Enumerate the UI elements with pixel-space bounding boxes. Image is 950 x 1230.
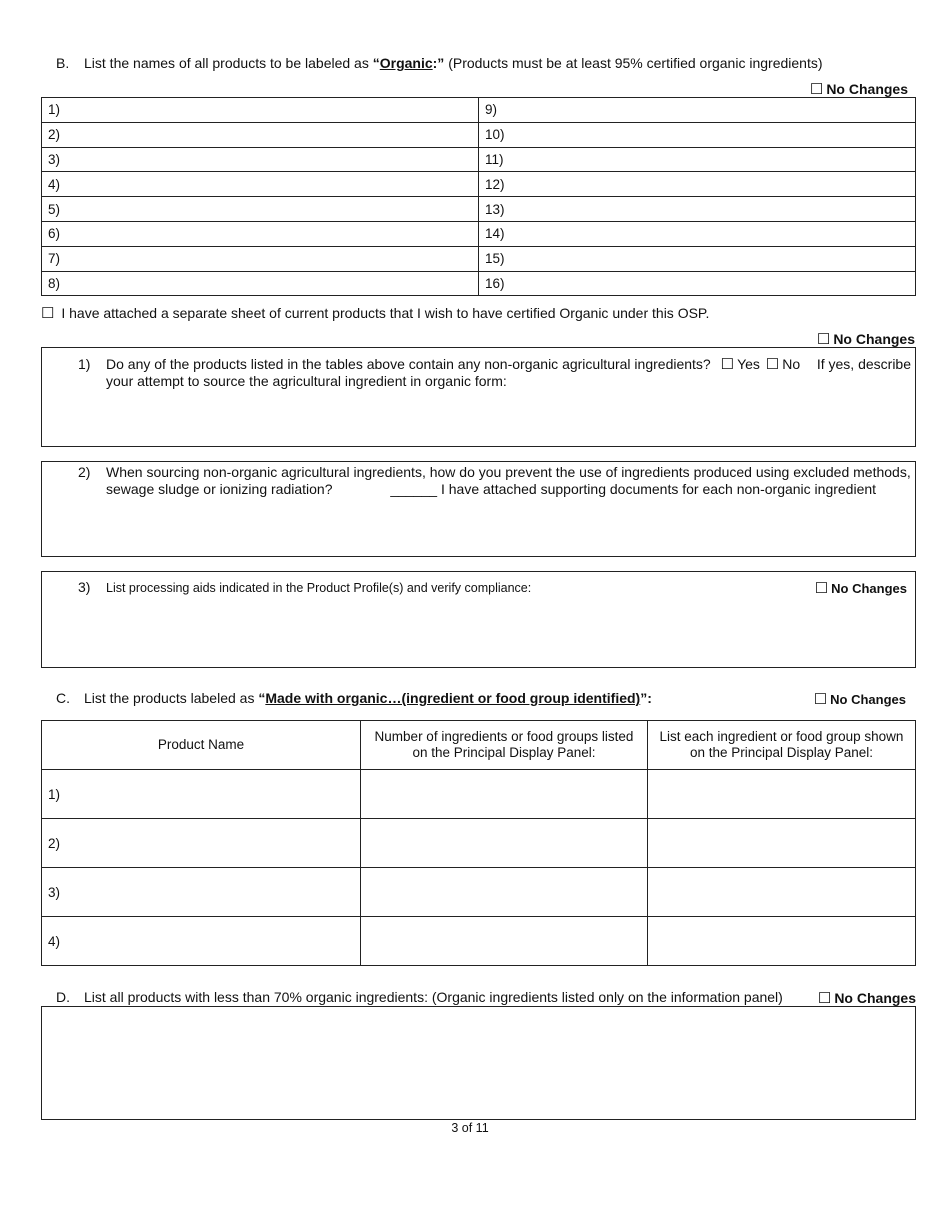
product-name-cell[interactable]: 1) [42,770,361,819]
checkbox-icon[interactable]: ☐ [813,691,828,708]
page-number: 3 of 11 [451,1121,489,1135]
table-row [42,246,916,271]
attached-sheet-label: I have attached a separate sheet of current products that I wish to have certified Organic under this OSP. [61,305,710,321]
checkbox-icon[interactable]: ☐ [816,331,831,348]
section-c-no-changes[interactable]: ☐ No Changes [813,691,906,708]
header-ingredient-list: List each ingredient or food group shown on the Principal Display Panel: [648,721,916,770]
product-name-cell[interactable]: 4) [42,917,361,966]
section-d-no-changes[interactable]: ☐ No Changes [817,990,916,1007]
ingredient-count-cell[interactable] [361,868,648,917]
question-3-number: 3) [78,579,91,595]
product-entry-cell[interactable]: 2) [42,122,479,147]
table-row [42,221,916,246]
ingredient-list-cell[interactable] [648,868,916,917]
product-entry-cell[interactable]: 4) [42,172,479,197]
table-row [42,197,916,222]
section-c-heading: C. List the products labeled as “Made with organic…(ingredient or food group identified)”: [56,690,652,706]
product-name-cell[interactable]: 3) [42,868,361,917]
product-entry-cell[interactable]: 3) [42,147,479,172]
product-entry-cell[interactable]: 9) [479,98,916,123]
question-2-text: When sourcing non-organic agricultural ingredients, how do you prevent the use of ingredients produced using excluded methods, sewage sludge or ionizing radiation? ______ I have attached supporting documents for each non-organic ingredient [106,464,911,497]
section-b-no-changes[interactable]: ☐ No Changes [809,81,908,98]
product-entry-cell[interactable]: 7) [42,246,479,271]
product-entry-cell[interactable]: 5) [42,197,479,222]
section-d-heading: D. List all products with less than 70% organic ingredients: (Organic ingredients listed only on the information panel) [56,989,783,1005]
section-d-answer-box[interactable] [41,1006,916,1120]
checkbox-icon[interactable]: ☐ [809,81,824,98]
header-ingredient-count: Number of ingredients or food groups listed on the Principal Display Panel: [361,721,648,770]
table-row [42,868,916,917]
question-2-number: 2) [78,464,91,480]
table-row [42,98,916,123]
questions-no-changes[interactable]: ☐ No Changes [816,331,915,348]
product-entry-cell[interactable]: 6) [42,221,479,246]
made-with-organic-label: Made with organic…(ingredient or food group identified) [265,690,641,706]
question-2-box[interactable] [41,461,916,557]
section-b-heading: B. List the names of all products to be labeled as “Organic:” (Products must be at least 95% certified organic ingredients) [56,55,823,71]
checkbox-icon[interactable]: ☐ [817,990,832,1007]
section-b-note: (Products must be at least 95% certified organic ingredients) [444,55,823,71]
question-1-box[interactable] [41,347,916,447]
product-entry-cell[interactable]: 14) [479,221,916,246]
table-row [42,172,916,197]
product-entry-cell[interactable]: 13) [479,197,916,222]
no-option[interactable]: ☐ No [765,356,801,373]
organic-products-table [41,97,916,296]
checkbox-icon[interactable]: ☐ [814,580,829,597]
question-1-text: Do any of the products listed in the tables above contain any non-organic agricultural ingredients? ☐ Yes ☐ No If yes, describe your attempt to source the agricultural ingredient in organic form: [106,356,911,389]
ingredient-list-cell[interactable] [648,917,916,966]
made-with-organic-table [41,720,916,966]
table-row [42,770,916,819]
ingredient-list-cell[interactable] [648,819,916,868]
organic-label: Organic [379,55,433,71]
question-3-no-changes[interactable]: ☐ No Changes [814,580,907,597]
question-3-box[interactable] [41,571,916,668]
table-row [42,819,916,868]
product-entry-cell[interactable]: 11) [479,147,916,172]
yes-option[interactable]: ☐ Yes [720,356,760,373]
table-row [42,147,916,172]
ingredient-count-cell[interactable] [361,917,648,966]
checkbox-icon[interactable]: ☐ [41,305,55,322]
question-1-number: 1) [78,356,91,372]
product-entry-cell[interactable]: 15) [479,246,916,271]
product-name-cell[interactable]: 2) [42,819,361,868]
ingredient-list-cell[interactable] [648,770,916,819]
question-3-text: List processing aids indicated in the Product Profile(s) and verify compliance: [106,581,532,595]
product-entry-cell[interactable]: 10) [479,122,916,147]
checkbox-icon[interactable]: ☐ [765,356,780,373]
table-row [42,271,916,296]
product-entry-cell[interactable]: 8) [42,271,479,296]
section-b-letter: B. [56,55,70,71]
ingredient-count-cell[interactable] [361,770,648,819]
product-entry-cell[interactable]: 1) [42,98,479,123]
table-row [42,917,916,966]
checkbox-icon[interactable]: ☐ [720,356,735,373]
supporting-docs-blank[interactable]: ______ [390,481,438,497]
ingredient-count-cell[interactable] [361,819,648,868]
product-entry-cell[interactable]: 12) [479,172,916,197]
header-product-name: Product Name [42,721,361,770]
attached-sheet-option[interactable] [41,304,709,322]
section-b-intro: List the names of all products to be labeled as [84,55,373,71]
product-entry-cell[interactable]: 16) [479,271,916,296]
table-row [42,122,916,147]
